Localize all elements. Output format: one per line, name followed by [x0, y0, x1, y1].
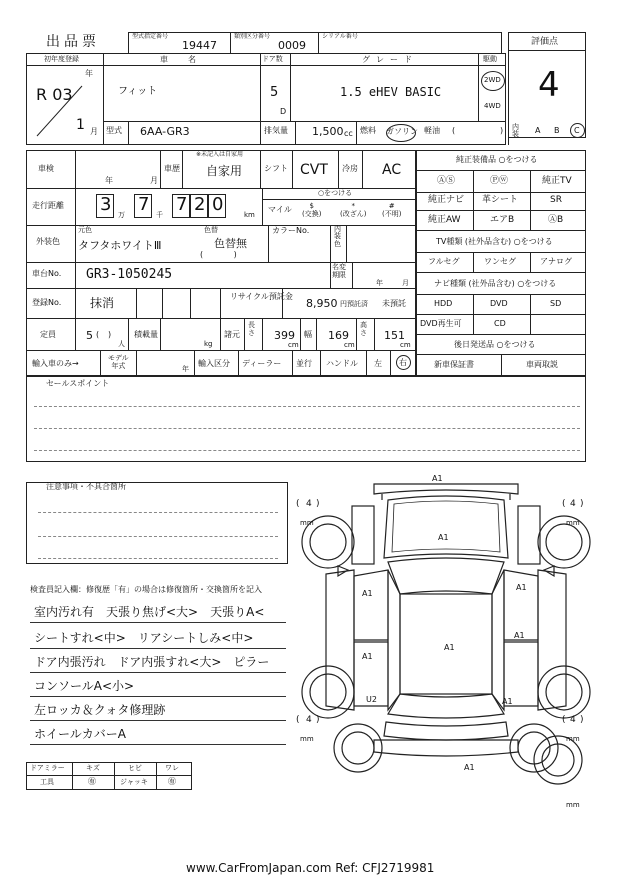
- interior-grade-a: A: [535, 126, 541, 135]
- use-label: 車歴: [164, 164, 180, 173]
- model-code-value: 6AA-GR3: [140, 125, 190, 138]
- note-line-6: ホイールカバーA: [34, 727, 126, 741]
- color-no-label: カラーNo.: [272, 226, 310, 235]
- recycle-unpaid: 未預託: [382, 299, 406, 308]
- leather-seat: 革シート: [482, 195, 519, 205]
- mileage-exchanged: $ (交換): [302, 202, 322, 219]
- damage-mark-left-front-door: A1: [362, 589, 373, 598]
- tread-front-left-unit: mm: [300, 519, 314, 527]
- nav-sd: SD: [550, 299, 562, 308]
- footer-watermark: www.CarFromJapan.com Ref: CFJ2719981: [186, 861, 435, 875]
- as-icon: ⒶⓈ: [437, 176, 456, 186]
- first-reg-month: 1: [76, 117, 85, 133]
- height-unit: cm: [400, 341, 411, 349]
- score-value: 4: [538, 65, 560, 105]
- note-line-4: コンソールA<小>: [34, 679, 135, 693]
- height-label: 高さ: [360, 321, 367, 337]
- later-manual: 車両取説: [526, 360, 558, 369]
- nav-hdd: HDD: [434, 299, 453, 308]
- drive-2wd: 2WD: [484, 76, 501, 84]
- kei-label: 軽油: [424, 126, 440, 135]
- reg-value: 抹消: [90, 296, 115, 310]
- width-value: 169: [328, 329, 349, 342]
- capacity-label: 定員: [40, 330, 56, 339]
- sunroof: SR: [550, 195, 562, 205]
- name-change-label: 名変期限: [332, 263, 346, 279]
- later-warranty: 新車保証書: [434, 360, 474, 369]
- import-label: 輸入車のみ→: [32, 359, 79, 368]
- import-dealer: ディーラー: [242, 359, 282, 368]
- tv-analog: アナログ: [540, 257, 572, 266]
- legend-crack: ヒビ: [128, 764, 142, 772]
- abs-icon: ⒶB: [548, 215, 564, 225]
- tv-full-seg: フルセグ: [428, 257, 460, 266]
- damage-mark-rear-bumper: A1: [464, 763, 475, 772]
- tread-rear-right-value: 4: [570, 715, 576, 725]
- use-note: ※未記入は自家用: [196, 151, 244, 158]
- mileage-digit-3: 7: [176, 194, 188, 215]
- sheet-title: 出品票: [46, 34, 100, 50]
- tread-rear-right-unit: mm: [566, 735, 580, 743]
- mileage-digit-4: 2: [194, 194, 206, 215]
- damage-mark-roof: A1: [444, 643, 455, 652]
- mileage-digit-2: 7: [138, 194, 150, 215]
- interior-grade-c: C: [574, 126, 580, 135]
- legend-tools: 工具: [40, 778, 54, 786]
- notes-title: 注意事項・不具合箇所: [46, 482, 126, 491]
- interior-label: 内装: [512, 123, 519, 138]
- load-label: 積載量: [134, 330, 158, 339]
- note-line-5: 左ロッカ＆クォタ修理跡: [34, 703, 166, 717]
- tv-one-seg: ワンセグ: [484, 257, 516, 266]
- ac-value: AC: [382, 162, 402, 178]
- score-label: 評価点: [531, 37, 559, 47]
- car-name-label: 車名: [160, 55, 216, 64]
- man-unit: 万: [118, 211, 125, 219]
- nav-cd: CD: [494, 319, 506, 328]
- km-unit: km: [244, 211, 255, 219]
- tread-rear-left-value: 4: [306, 715, 312, 725]
- displacement-label: 排気量: [264, 126, 288, 135]
- fuel-selected: ガソリン: [386, 127, 418, 136]
- model-spec-label: 型式指定番号: [132, 33, 169, 40]
- grade-label: グレード: [362, 55, 418, 64]
- tread-spare-unit: mm: [566, 801, 580, 809]
- inspection-label: 車検: [38, 164, 54, 173]
- door-suffix: D: [280, 107, 287, 116]
- serial-label: シリアル番号: [322, 33, 358, 40]
- displacement-value: 1,500: [312, 125, 344, 138]
- kg-unit: kg: [204, 340, 213, 348]
- damage-mark-right-rear-door: A1: [514, 631, 525, 640]
- color-paren: ( ): [200, 250, 237, 259]
- recycle-value: 8,950: [306, 297, 338, 310]
- legend-jack: ジャッキ: [120, 778, 148, 786]
- tread-front-right-value: 4: [570, 499, 576, 509]
- capacity-unit: 人: [118, 340, 125, 348]
- damage-mark-hood: A1: [438, 533, 449, 542]
- oem-tv: 純正TV: [542, 176, 572, 186]
- damage-mark-front-bumper: A1: [432, 474, 443, 483]
- grade-value: 1.5 eHEV BASIC: [340, 85, 442, 99]
- category-label: 類別区分番号: [234, 33, 271, 40]
- mileage-digit-5: 0: [212, 194, 224, 215]
- ac-label: 冷房: [342, 164, 358, 173]
- sales-point-label: セールスポイント: [46, 379, 110, 388]
- detail-grid: [26, 150, 416, 376]
- nav-dvd-play: DVD再生可: [420, 319, 462, 328]
- note-line-2: シートすれ<中> リアシートしみ<中>: [34, 631, 254, 645]
- month-unit: 月: [90, 127, 98, 136]
- length-label: 長さ: [248, 321, 255, 337]
- legend-break: ワレ: [165, 764, 179, 772]
- tread-rear-left-unit: mm: [300, 735, 314, 743]
- shift-label: シフト: [264, 164, 288, 173]
- inspector-note: 検査員記入欄：修復歴「有」の場合は修復箇所・交換箇所を記入: [30, 585, 262, 594]
- dim-label: 諸元: [224, 330, 240, 339]
- tv-title: TV種類 (社外品含む) ○をつける: [436, 237, 553, 246]
- drive-label: 駆動: [483, 55, 497, 63]
- height-value: 151: [384, 329, 405, 342]
- inspection-month-unit: 月: [150, 176, 158, 185]
- note-line-1: 室内汚れ有 天張り焦げ<大> 天張りA<: [34, 605, 265, 619]
- shift-value: CVT: [300, 162, 328, 178]
- name-change-year-unit: 年: [376, 279, 383, 287]
- nav-title: ナビ種類 (社外品含む) ○をつける: [434, 279, 557, 288]
- nav-dvd: DVD: [490, 299, 508, 308]
- mileage-tampered: * (改ざん): [340, 202, 367, 219]
- tread-front-right-unit: mm: [566, 519, 580, 527]
- damage-mark-left-rocker: U2: [366, 695, 377, 704]
- name-change-month-unit: 月: [402, 279, 409, 287]
- model-year-unit: 年: [182, 365, 189, 373]
- interior-grade-b: B: [554, 126, 560, 135]
- mileage-digit-1: 3: [100, 194, 112, 215]
- import-type-label: 輸入区分: [198, 359, 230, 368]
- color-value: タフタホワイトⅢ: [78, 239, 162, 252]
- later-title: 後日発送品 ○をつける: [454, 340, 536, 349]
- diagonal-slash: [27, 66, 103, 144]
- inspection-year-unit: 年: [105, 176, 113, 185]
- recycle-label: リサイクル預託金: [230, 292, 293, 301]
- tread-front-left-value: 4: [306, 499, 312, 509]
- model-year-label: モデル 年式: [108, 354, 129, 371]
- chassis-label: 車台No.: [32, 269, 62, 278]
- oem-aw: 純正AW: [428, 215, 461, 225]
- color-label: 外装色: [36, 237, 60, 246]
- legend-mirror: ドアミラー: [30, 764, 65, 772]
- interior-color-label: 内装色: [334, 225, 341, 248]
- damage-mark-left-rear-door: A1: [362, 652, 373, 661]
- sen-unit: 千: [156, 211, 163, 219]
- first-reg-label: 初年度登録: [44, 55, 79, 63]
- notes-box: [26, 482, 288, 564]
- category-value: 0009: [278, 39, 306, 52]
- mile-label: マイル: [268, 205, 292, 214]
- doors-value: 5: [270, 85, 279, 100]
- handle-label: ハンドル: [326, 359, 358, 368]
- note-line-3: ドア内張汚れ ドア内張すれ<大> ピラー: [34, 655, 270, 669]
- doors-label: ドア数: [262, 55, 283, 63]
- color-orig-label: 元色: [78, 226, 92, 234]
- car-name-value: フィット: [118, 86, 158, 97]
- damage-mark-right-quarter: A1: [502, 697, 513, 706]
- year-unit: 年: [85, 69, 93, 78]
- legend-tools-yes: ㊒: [88, 777, 96, 786]
- use-value: 自家用: [206, 164, 243, 178]
- model-code-label: 型式: [106, 126, 122, 135]
- mileage-note: ○をつける: [318, 189, 353, 197]
- handle-right: 右: [399, 358, 407, 367]
- handle-left: 左: [374, 359, 382, 368]
- first-reg-year: R 03: [36, 85, 73, 104]
- length-value: 399: [274, 329, 295, 342]
- displacement-unit: cc: [344, 129, 353, 138]
- import-parallel: 並行: [296, 359, 312, 368]
- chassis-value: GR3-1050245: [86, 267, 173, 282]
- legend-scratch: キズ: [86, 764, 100, 772]
- damage-mark-right-front-fender: A1: [516, 583, 527, 592]
- reg-label: 登録No.: [32, 298, 62, 307]
- drive-4wd: 4WD: [484, 102, 501, 110]
- capacity-value: 5: [86, 329, 93, 342]
- length-unit: cm: [288, 341, 299, 349]
- recycle-unit: 円預託済: [340, 300, 368, 308]
- pw-icon: Ⓟⓦ: [490, 176, 509, 186]
- oem-title: 純正装備品 ○をつける: [456, 155, 538, 164]
- oem-nav: 純正ナビ: [428, 195, 465, 205]
- color-changed: 色替無: [214, 237, 247, 250]
- fuel-label: 燃料: [360, 126, 376, 135]
- legend-jack-yes: ㊒: [168, 777, 176, 786]
- mileage-label: 走行距離: [32, 201, 64, 210]
- color-change-label: 色替: [204, 226, 218, 234]
- mileage-unknown: # (不明): [382, 202, 402, 219]
- width-label: 幅: [304, 330, 312, 339]
- airbag: エアB: [490, 215, 515, 225]
- model-spec-value: 19447: [182, 39, 217, 52]
- width-unit: cm: [344, 341, 355, 349]
